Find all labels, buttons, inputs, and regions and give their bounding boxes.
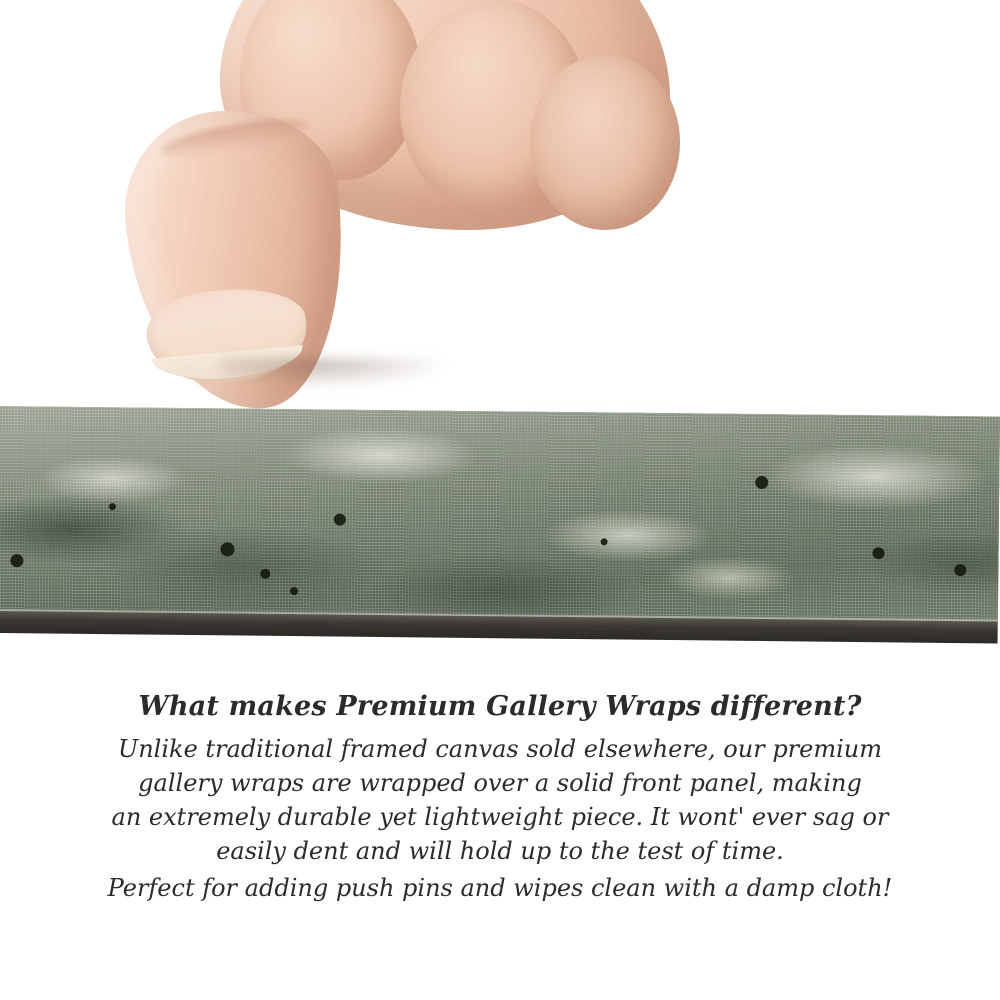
caption-closing-line: Perfect for adding push pins and wipes clean with a damp cloth!	[107, 874, 893, 903]
fingertip-shadow	[220, 358, 450, 388]
caption-block	[0, 690, 1000, 902]
canvas-speck	[10, 554, 23, 567]
canvas-printed-face	[0, 406, 1000, 622]
canvas-speck	[334, 514, 346, 526]
canvas-speck	[872, 547, 884, 559]
canvas-speck	[954, 564, 966, 576]
canvas-speck	[601, 538, 608, 545]
canvas-speck	[290, 587, 298, 595]
canvas-speck	[109, 503, 116, 510]
hand-illustration	[100, 0, 660, 430]
caption-line: gallery wraps are wrapped over a solid front panel, making	[138, 768, 862, 797]
caption-body	[110, 732, 890, 868]
finger-knuckle-3	[530, 55, 680, 230]
canvas-speck	[220, 542, 234, 556]
canvas-weave-texture	[0, 406, 1000, 622]
canvas-speck	[260, 569, 270, 579]
caption-title: What makes Premium Gallery Wraps different?	[138, 691, 862, 722]
caption-line: Unlike traditional framed canvas sold elsewhere, our premium	[117, 734, 882, 763]
caption-line: an extremely durable yet lightweight piece. It wont' ever sag or	[111, 802, 889, 831]
caption-line: easily dent and will hold up to the test of time.	[216, 836, 784, 865]
canvas-edge-strip	[0, 406, 1000, 648]
canvas-speck	[755, 476, 768, 489]
